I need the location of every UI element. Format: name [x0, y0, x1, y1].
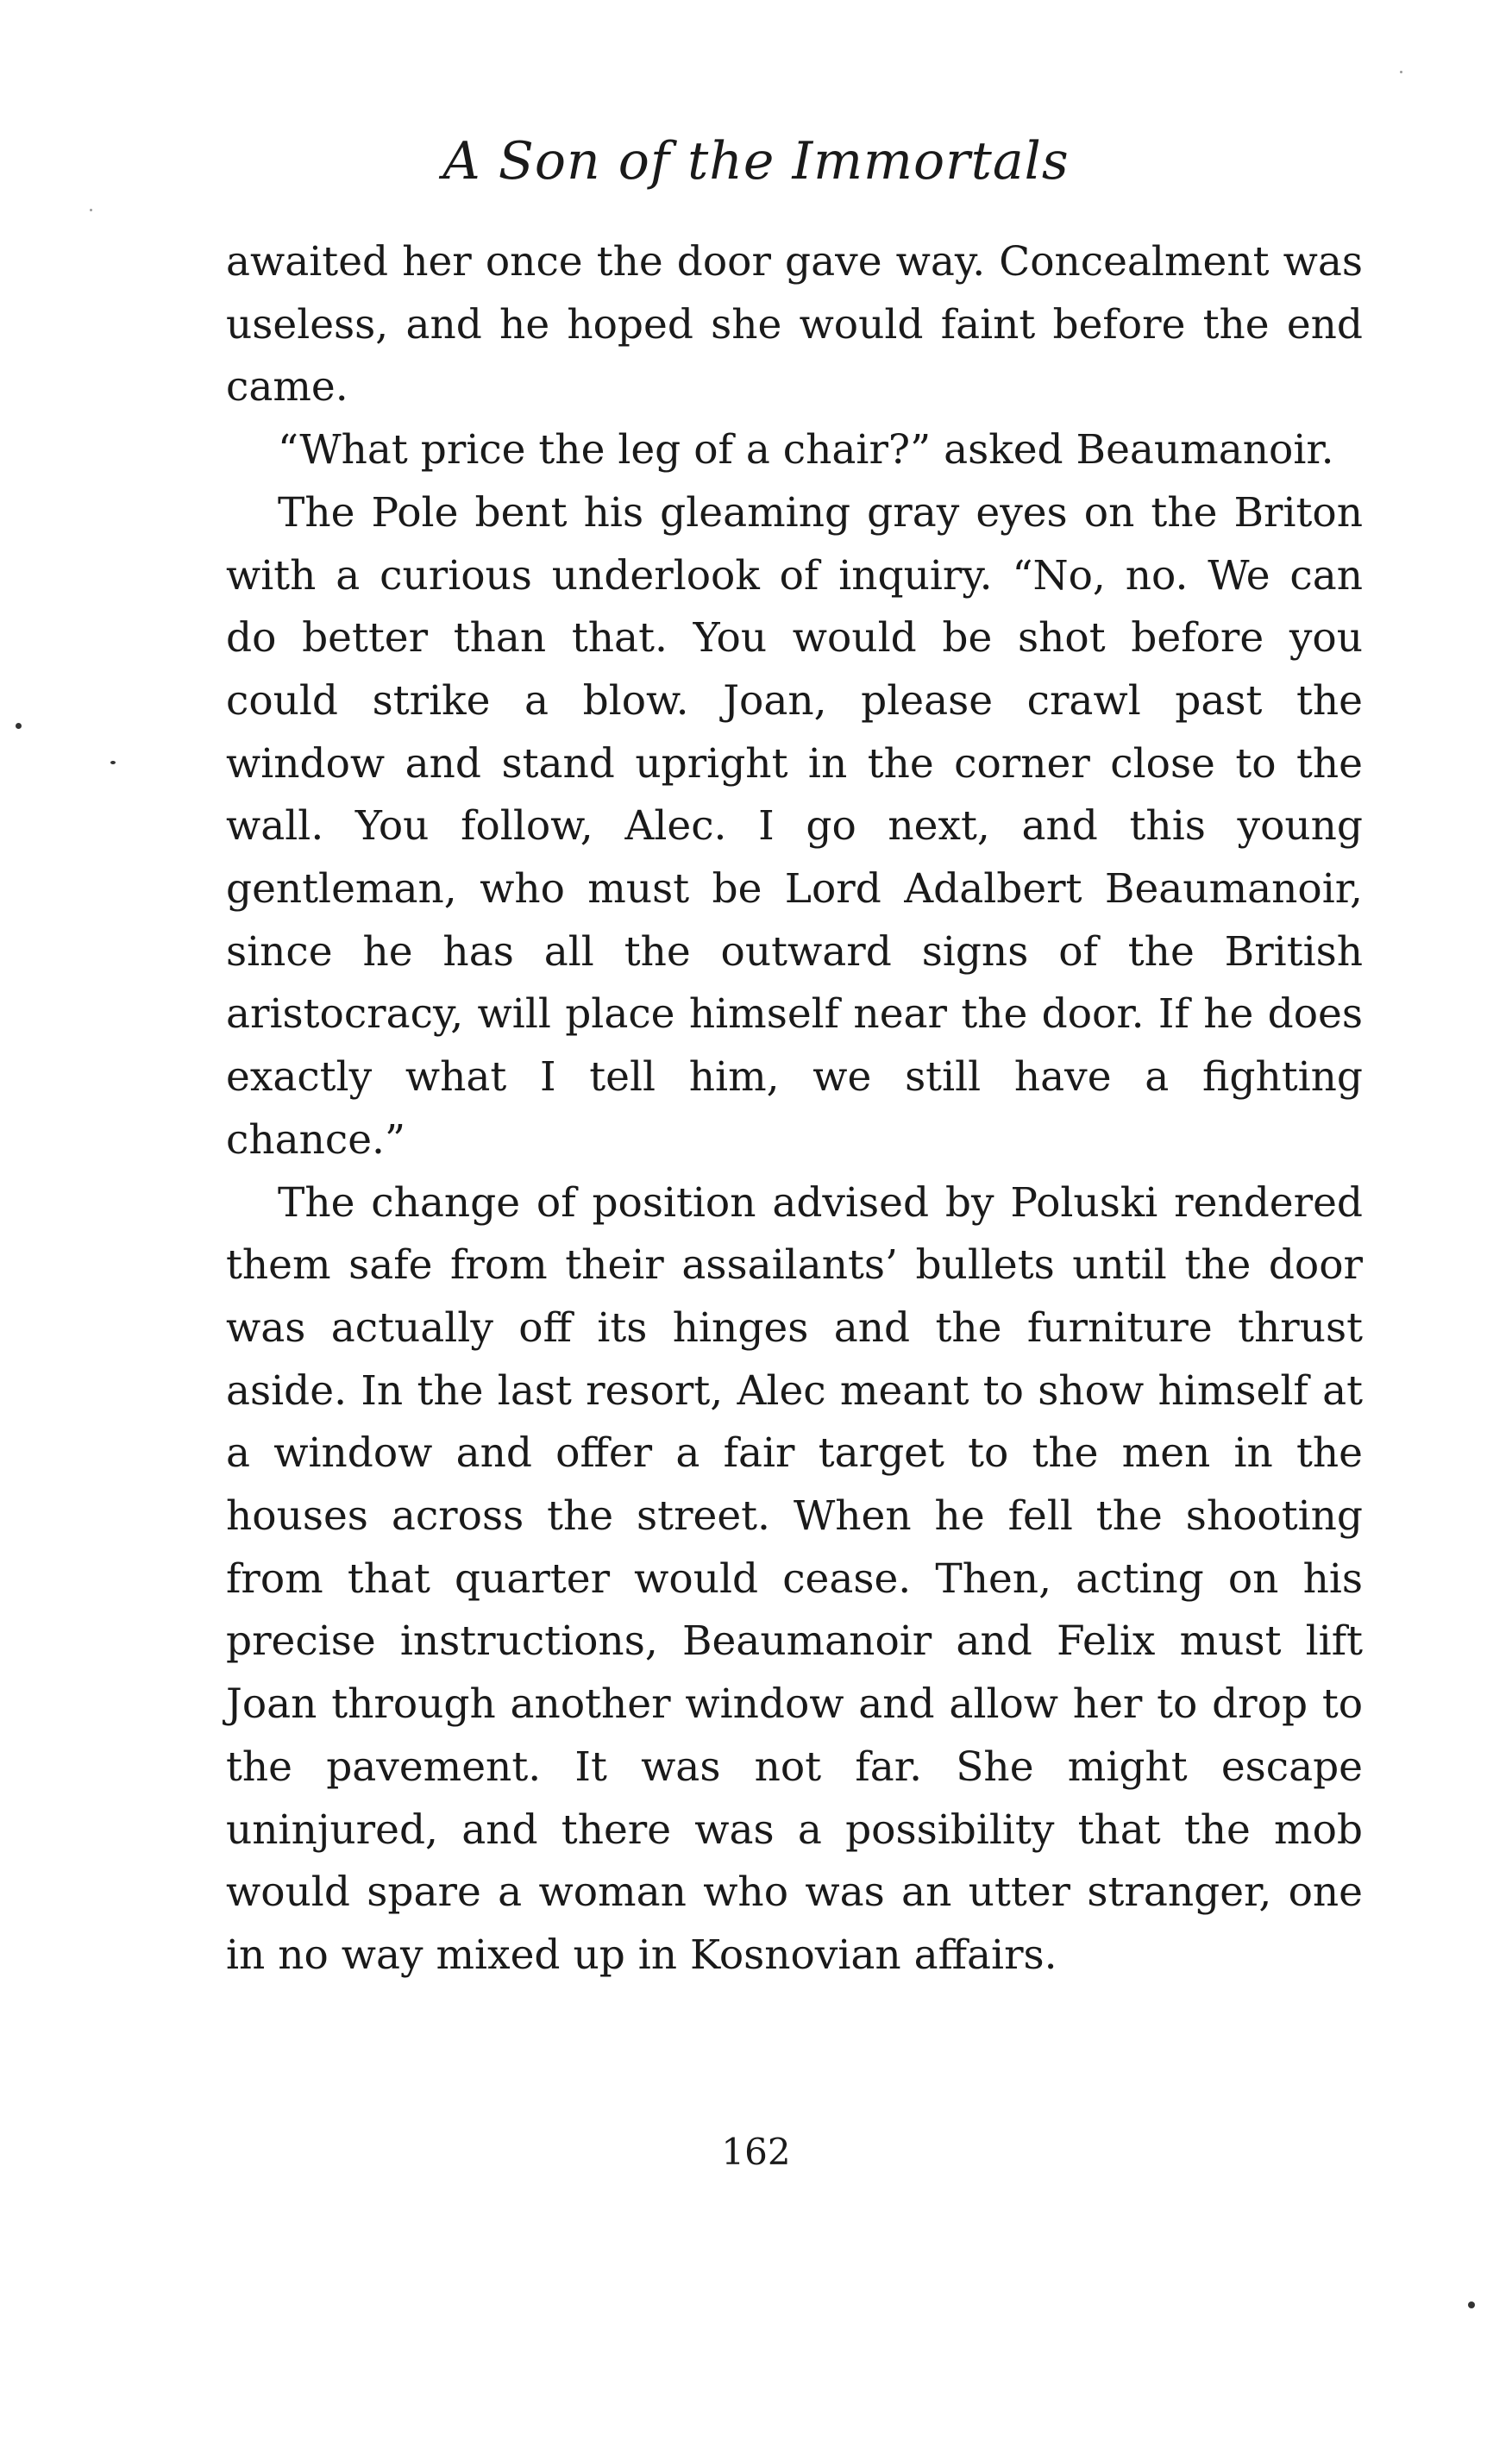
paragraph-continuation: awaited her once the door gave way. Concealment was useless, and he hoped she would faint before the end came. — [226, 238, 1363, 411]
scan-speck — [110, 761, 116, 764]
paragraph: The change of position advised by Poluski rendered them safe from their assailants’ bullets until the door was actually off its hinges and the furniture thrust aside. In the last resort, Alec meant to show himself at a window and offer a fair target to the men in the houses across the street. When he fell the shooting from that quarter would cease. Then, acting on his precise instructions, Beaumanoir and Felix must lift Joan through another window and allow her to drop to the pavement. It was not far. She might escape uninjured, and there was a possibility that the mob would spare a woman who was an utter stranger, one in no way mixed up in Kosnovian affairs. — [226, 1178, 1363, 1979]
running-head: A Son of the Immortals — [442, 131, 1070, 192]
paragraph: The Pole bent his gleaming gray eyes on the Briton with a curious underlook of inquiry. “No, no. We can do better than that. You would be shot before you could strike a blow. Joan, please crawl past the window and stand upright in the corner close to the wall. You follow, Alec. I go next, and this young gentleman, who must be Lord Adalbert Beaumanoir, since he has all the outward signs of the British aristocracy, will place himself near the door. If he does exactly what I tell him, we still have a fighting chance.” — [226, 488, 1363, 1164]
scan-speck — [16, 723, 22, 729]
paragraph: “What price the leg of a chair?” asked Beaumanoir. — [278, 426, 1334, 474]
scan-speck — [90, 209, 92, 211]
body-text — [226, 231, 1363, 1987]
page-number: 162 — [721, 2131, 791, 2173]
scan-speck — [1400, 71, 1402, 73]
scan-speck — [1468, 2301, 1475, 2308]
